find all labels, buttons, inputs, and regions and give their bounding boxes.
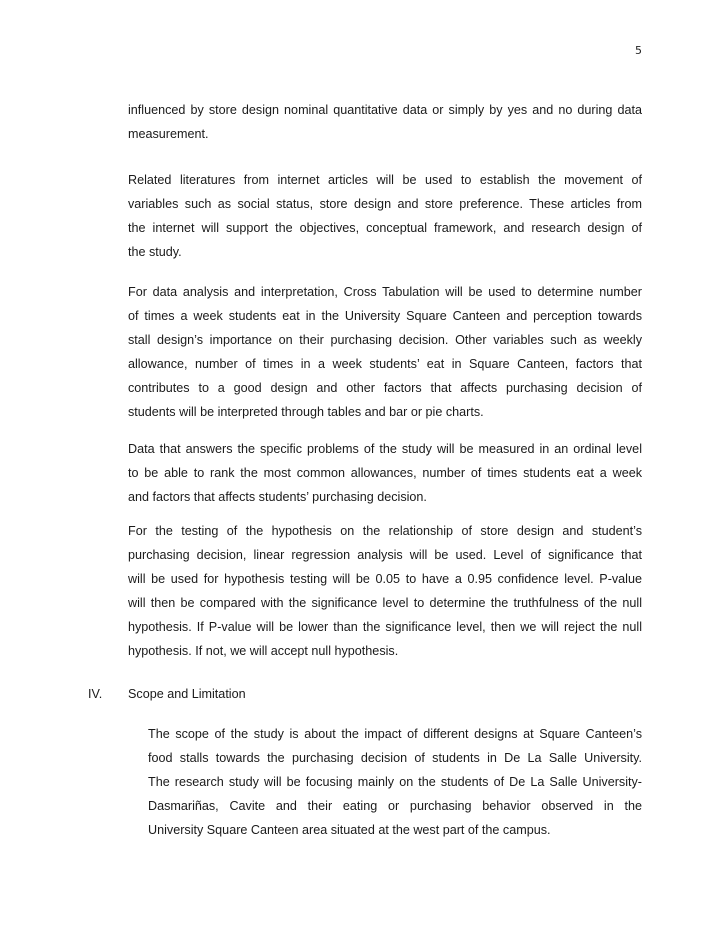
text-line: Related literatures from internet articles will be used to establish the movement of (128, 173, 642, 187)
paragraph-hypothesis-testing (128, 519, 642, 663)
paragraph-scope (148, 722, 642, 842)
paragraph-specific-problems (128, 437, 642, 509)
text-line: influenced by store design nominal quantitative data or simply by yes and no during data (128, 103, 642, 117)
text-line: The scope of the study is about the impact of different designs at Square Canteen’s (148, 727, 642, 741)
page-number: 5 (635, 44, 642, 57)
paragraph-measurement (128, 98, 642, 146)
text-line: the internet will support the objectives, conceptual framework, and research design of (128, 221, 642, 235)
text-line: allowance, number of times in a week students’ eat in Square Canteen, factors that (128, 357, 642, 371)
paragraph-related-literatures (128, 168, 642, 264)
text-line: of times a week students eat in the University Square Canteen and perception towards (128, 309, 642, 323)
text-line: hypothesis. If P-value will be lower than the significance level, then we will reject the null (128, 620, 642, 634)
section-number: IV. (88, 687, 103, 701)
text-line: variables such as social status, store design and store preference. These articles from (128, 197, 642, 211)
text-line: Dasmariñas, Cavite and their eating or purchasing behavior observed in the (148, 799, 642, 813)
text-line: stall design’s importance on their purchasing decision. Other variables such as weekly (128, 333, 642, 347)
text-line: measurement. (128, 127, 209, 141)
text-line: will be used for hypothesis testing will be 0.05 to have a 0.95 confidence level. P-value (128, 572, 642, 586)
section-title: Scope and Limitation (128, 687, 246, 701)
text-line: For the testing of the hypothesis on the relationship of store design and student’s (128, 524, 642, 538)
text-line: purchasing decision, linear regression analysis will be used. Level of significance that (128, 548, 642, 562)
text-line: hypothesis. If not, we will accept null hypothesis. (128, 644, 399, 658)
text-line: to be able to rank the most common allowances, number of times students eat a week (128, 466, 642, 480)
text-line: contributes to a good design and other factors that affects purchasing decision of (128, 381, 642, 395)
text-line: food stalls towards the purchasing decision of students in De La Salle University. (148, 751, 642, 765)
text-line: Data that answers the specific problems of the study will be measured in an ordinal level (128, 442, 642, 456)
paragraph-data-analysis (128, 280, 642, 424)
text-line: and factors that affects students’ purchasing decision. (128, 490, 427, 504)
text-line: The research study will be focusing mainly on the students of De La Salle University- (148, 775, 642, 789)
text-line: the study. (128, 245, 182, 259)
text-line: will then be compared with the significance level to determine the truthfulness of the null (128, 596, 642, 610)
text-line: For data analysis and interpretation, Cross Tabulation will be used to determine number (128, 285, 642, 299)
text-line: students will be interpreted through tables and bar or pie charts. (128, 405, 484, 419)
text-line: University Square Canteen area situated at the west part of the campus. (148, 823, 551, 837)
